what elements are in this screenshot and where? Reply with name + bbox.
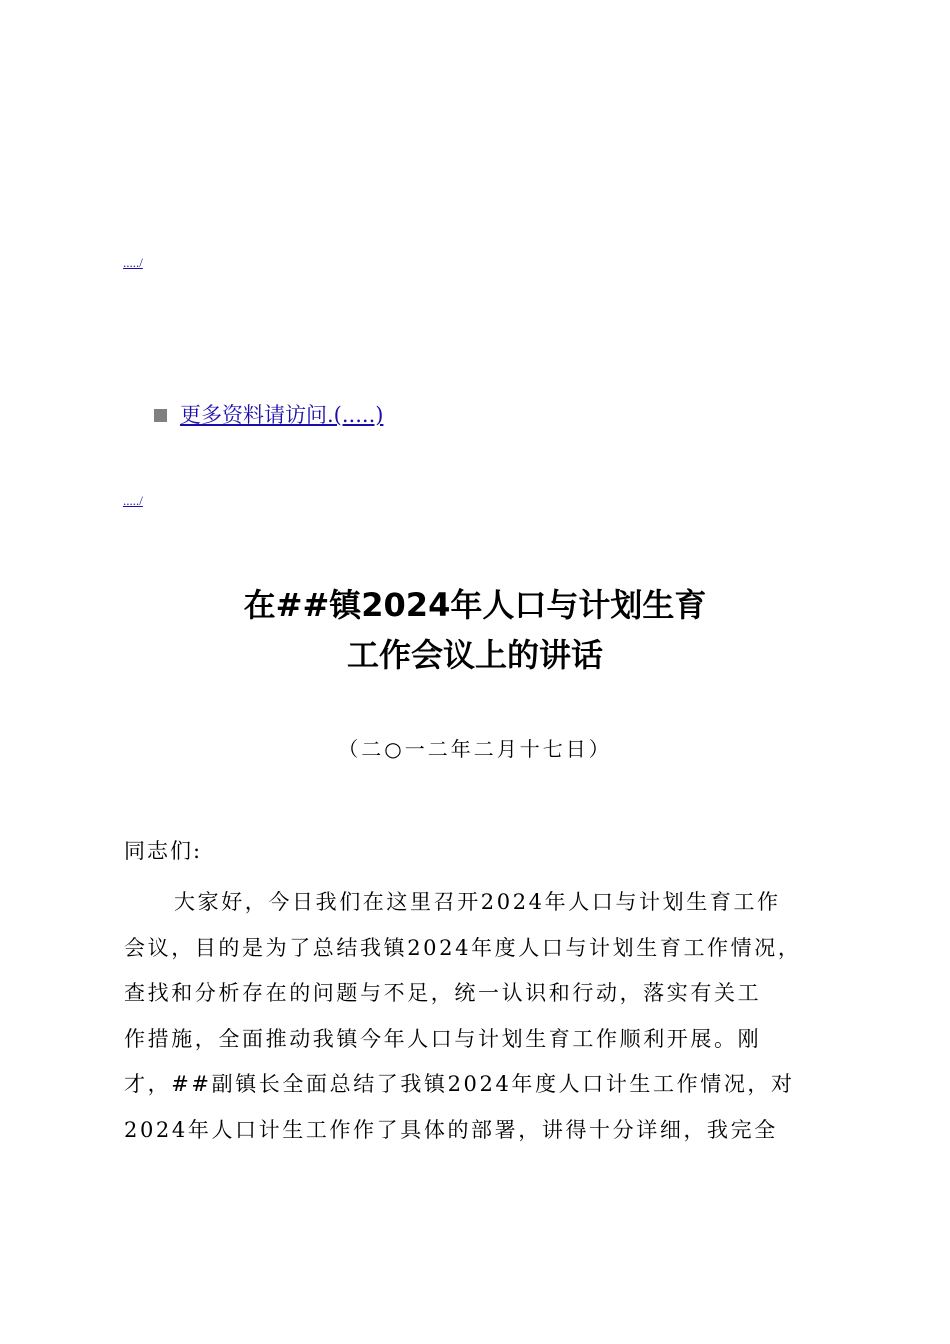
title-line-1: 在##镇2024年人口与计划生育 [243, 586, 707, 624]
body-paragraph [124, 880, 836, 1153]
body-line: 大家好，今日我们在这里召开2024年人口与计划生育工作 [174, 890, 781, 914]
body-line: 会议，目的是为了总结我镇2024年度人口与计划生育工作情况， [124, 935, 802, 960]
body-line: 2024年人口计生工作作了具体的部署，讲得十分详细，我完全 [124, 1117, 778, 1142]
square-bullet-icon [154, 409, 167, 422]
body-line: 才，##副镇长全面总结了我镇2024年度人口计生工作情况，对 [124, 1072, 795, 1096]
body-line: 查找和分析存在的问题与不足，统一认识和行动，落实有关工 [124, 981, 762, 1005]
promo-line [154, 400, 383, 430]
document-title [0, 580, 950, 680]
document-date: （二○一二年二月十七日） [338, 737, 612, 761]
title-line-2: 工作会议上的讲话 [346, 636, 603, 674]
top-link[interactable]: ...../ [123, 255, 143, 270]
more-resources-link[interactable]: 更多资料请访问.(.....) [180, 403, 384, 427]
body-line: 作措施，全面推动我镇今年人口与计划生育工作顺利开展。刚 [124, 1026, 762, 1051]
middle-link[interactable]: ...../ [123, 493, 143, 508]
salutation: 同志们: [124, 839, 203, 863]
